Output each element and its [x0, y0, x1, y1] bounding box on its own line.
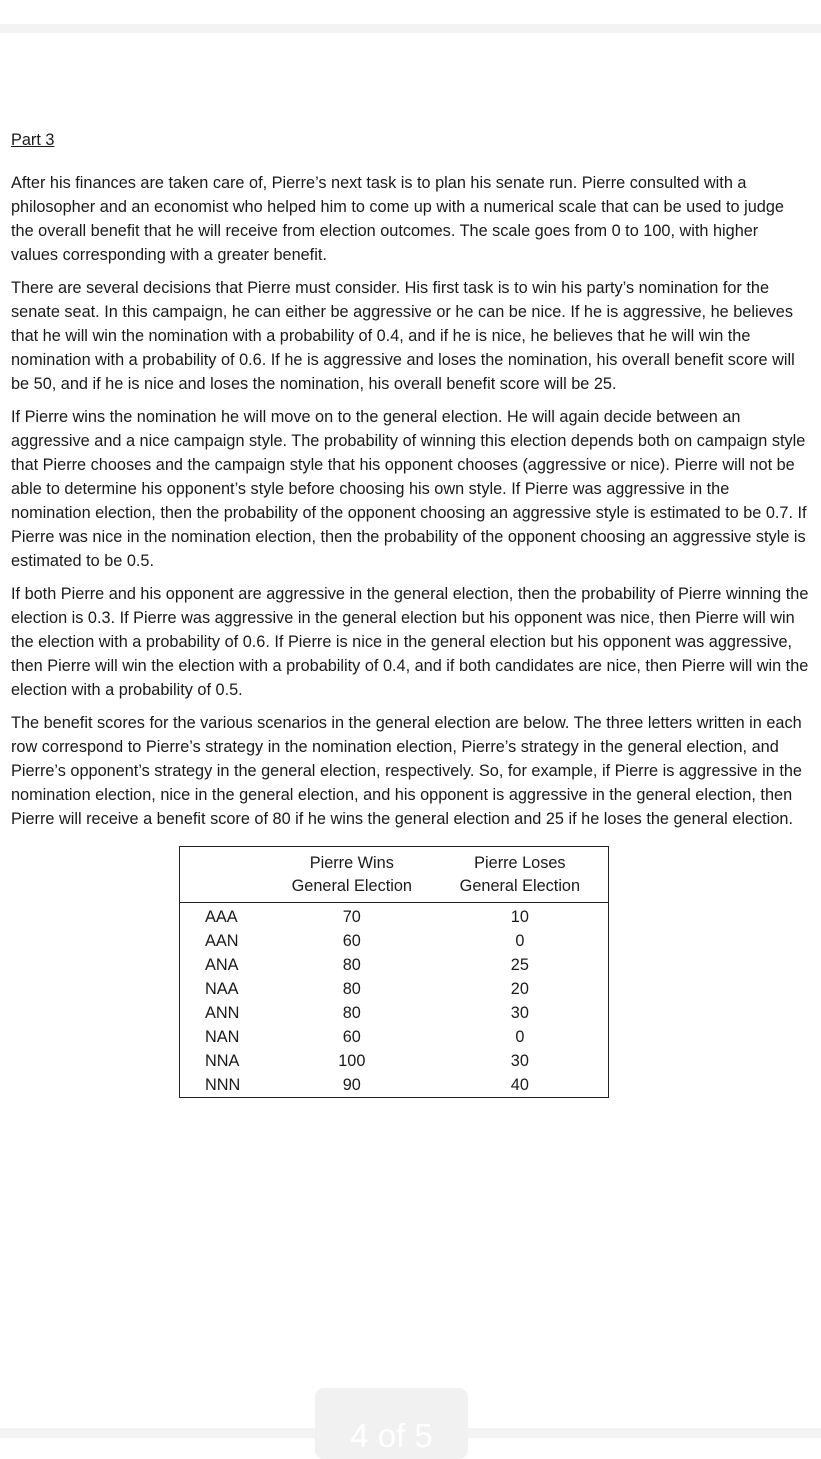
page-indicator: 4 of 5 — [315, 1388, 468, 1459]
table-row — [180, 1025, 608, 1049]
table-row — [180, 929, 608, 953]
benefit-table-header — [180, 847, 608, 903]
row-wins-score: 60 — [342, 1028, 361, 1046]
table-row — [180, 1073, 608, 1097]
row-label: ANN — [205, 1004, 240, 1022]
benefit-table-frame — [179, 846, 609, 1098]
row-loses-score: 40 — [510, 1076, 529, 1094]
viewer-top-band — [0, 24, 821, 33]
table-row — [180, 953, 608, 977]
row-loses-score: 25 — [510, 956, 529, 974]
table-header-row — [180, 847, 608, 903]
document-content — [11, 128, 809, 1098]
row-loses-score: 10 — [510, 908, 529, 926]
table-row — [180, 903, 608, 930]
table-row — [180, 1001, 608, 1025]
paragraph-benefit-scores: The benefit scores for the various scenarios in the general election are below. The three letters written in each row correspond to Pierre’s strategy in the nomination election, Pierre’s strategy in the general election, and Pierre’s opponent’s strategy in the general election, respectively. So, for example, if Pierre is aggressive in the nomination election, nice in the general election, and his opponent is aggressive in the general election, then Pierre will receive a benefit score of 80 if he wins the general election and 25 if he loses the general election. — [11, 714, 802, 828]
row-wins-score: 60 — [342, 932, 361, 950]
row-wins-score: 80 — [342, 1004, 361, 1022]
row-loses-score: 30 — [510, 1052, 529, 1070]
row-wins-score: 100 — [338, 1052, 366, 1070]
table-header-loses — [432, 847, 608, 903]
paragraph-intro: After his finances are taken care of, Pierre’s next task is to plan his senate run. Pierre consulted with a philosopher and an economist who helped him to come up with a numerical scale that can be used to judge the overall benefit that he will receive from election outcomes. The scale goes from 0 to 100, with higher values corresponding with a greater benefit. — [11, 174, 784, 264]
benefit-table — [180, 847, 608, 1097]
paragraph-win-probabilities: If both Pierre and his opponent are aggressive in the general election, then the probability of Pierre winning the election is 0.3. If Pierre was aggressive in the general election but his opponent was nice, then Pierre will win the election with a probability of 0.6. If Pierre is nice in the general election but his opponent was aggressive, then Pierre will win the election with a probability of 0.4, and if both candidates are nice, then Pierre will win the election with a probability of 0.5. — [11, 585, 809, 699]
row-wins-score: 90 — [342, 1076, 361, 1094]
row-label: NAA — [205, 980, 239, 998]
row-loses-score: 0 — [515, 1028, 525, 1046]
table-header-blank — [180, 847, 272, 903]
table-row — [180, 977, 608, 1001]
table-header-wins-line2: General Election — [291, 877, 412, 895]
paragraph-general-election: If Pierre wins the nomination he will move on to the general election. He will again decide between an aggressive and a nice campaign style. The probability of winning this election depends both on campaign style that Pierre chooses and the campaign style that his opponent chooses (aggressive or nice). Pierre will not be able to determine his opponent’s style before choosing his own style. If Pierre was aggressive in the nomination election, then the probability of the opponent choosing an aggressive style is estimated to be 0.7. If Pierre was nice in the nomination election, then the probability of the opponent choosing an aggressive style is estimated to be 0.5. — [11, 408, 807, 570]
paragraph-nomination: There are several decisions that Pierre must consider. His first task is to win his party’s nomination for the senate seat. In this campaign, he can either be aggressive or he can be nice. If he is aggressive, he believes that he will win the nomination with a probability of 0.4, and if he is nice, he believes that he will win the nomination with a probability of 0.6. If he is aggressive and loses the nomination, his overall benefit score will be 50, and if he is nice and loses the nomination, his overall benefit score will be 25. — [11, 279, 795, 393]
row-loses-score: 30 — [510, 1004, 529, 1022]
row-label: ANA — [205, 956, 239, 974]
benefit-table-body — [180, 903, 608, 1098]
row-wins-score: 70 — [342, 908, 361, 926]
row-label: NNN — [205, 1076, 241, 1094]
row-label: AAA — [205, 908, 238, 926]
row-label: NNA — [205, 1052, 240, 1070]
row-loses-score: 20 — [510, 980, 529, 998]
table-header-wins — [272, 847, 432, 903]
table-header-wins-line1: Pierre Wins — [309, 854, 394, 872]
table-header-loses-line2: General Election — [459, 877, 581, 895]
row-loses-score: 0 — [515, 932, 525, 950]
section-heading: Part 3 — [11, 131, 55, 149]
table-header-loses-line1: Pierre Loses — [474, 854, 566, 872]
row-wins-score: 80 — [342, 956, 361, 974]
row-label: NAN — [205, 1028, 240, 1046]
table-row — [180, 1049, 608, 1073]
row-wins-score: 80 — [342, 980, 361, 998]
row-label: AAN — [205, 932, 239, 950]
